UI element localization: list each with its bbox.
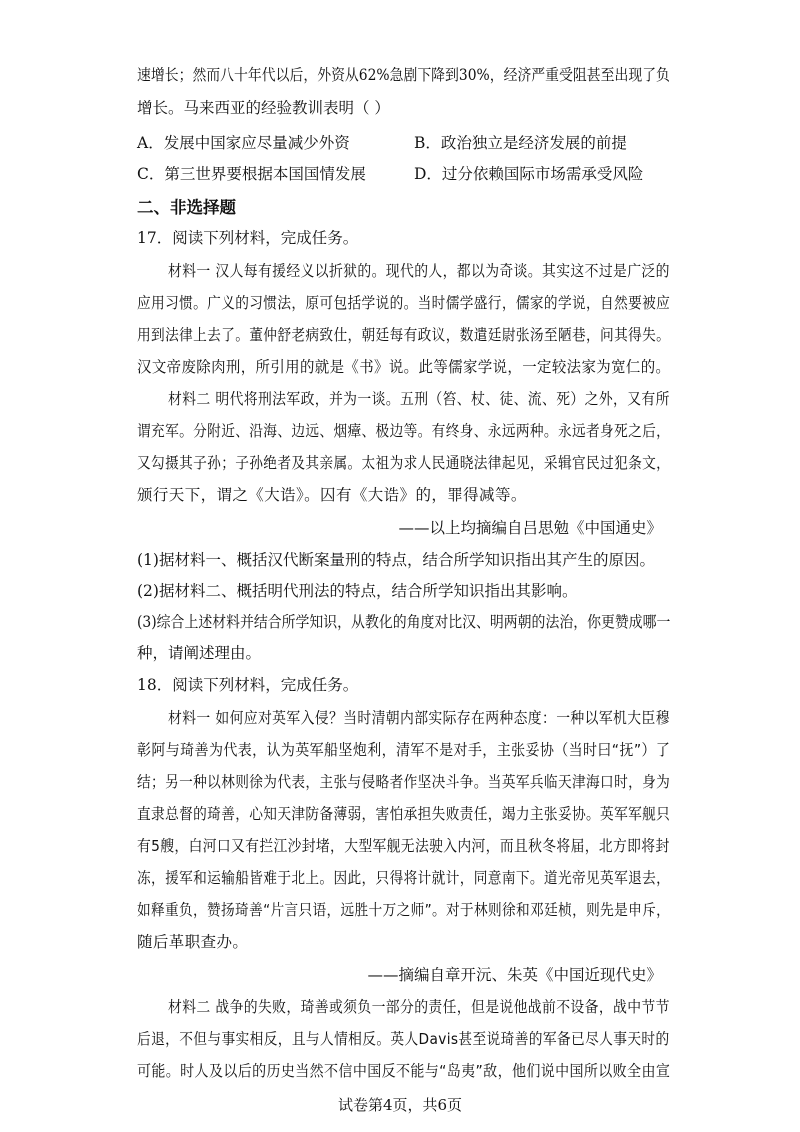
q16-option-d: D．过分依赖国际市场需承受风险 [414,165,644,183]
q18-prompt: 18．阅读下列材料，完成任务。 [137,676,359,694]
q17-material1-line-3: 用到法律上去了。董仲舒老病致仕，朝廷每有政议，数遣廷尉张汤至陋巷，问其得失。 [137,326,671,344]
section-2-title: 二、非选择题 [137,198,236,217]
q17-material2-line-1: 材料二 明代将刑法军政，并为一谈。五刑（笞、杖、徒、流、死）之外，又有所 [168,390,670,408]
q18-material2-line-2: 后退，不但与事实相反，且与人情相反。英人Davis甚至说琦善的军备已尽人事天时的 [137,1030,670,1048]
q18-material1-line-2: 彰阿与琦善为代表，认为英军船坚炮利，清军不是对手，主张妥协（当时曰“抚”）了 [137,741,671,759]
q17-prompt: 17．阅读下列材料，完成任务。 [137,229,359,247]
q16-text-line-2: 增长。马来西亚的经验教训表明（ ） [137,99,390,117]
q16-text-line-1: 速增长；然而八十年代以后，外资从62%急剧下降到30%，经济严重受阻甚至出现了负 [137,66,670,84]
q16-option-b: B．政治独立是经济发展的前提 [414,134,627,152]
q17-material2-line-4: 颁行天下，谓之《大诰》。囚有《大诰》的，罪得减等。 [137,486,527,504]
q17-material2-line-3: 又勾摄其子孙；子孙绝者及其亲属。太祖为求人民通晓法律起见，采辑官民过犯条文， [137,454,671,472]
q18-material1-line-8: 随后革职查办。 [137,933,249,951]
q18-material2-line-1: 材料二 战争的失败，琦善或须负一部分的责任，但是说他战前不设备，战中节节 [168,998,670,1016]
q18-material1-line-5: 有5艘，白河口又有拦江沙封堵，大型军舰无法驶入内河，而且秋冬将届，北方即将封 [137,837,670,855]
q18-material1-line-6: 冻，援军和运输船皆难于北上。因此，只得将计就计，同意南下。道光帝见英军退去， [137,869,671,887]
q17-task-3: (3)综合上述材料并结合所学知识，从教化的角度对比汉、明两朝的法治，你更赞成哪一 [137,613,671,631]
q17-source: ——以上均摘编自吕思勉《中国通史》 [398,519,662,537]
q16-option-c: C．第三世界要根据本国国情发展 [137,165,366,183]
q18-material2-line-3: 可能。时人及以后的历史当然不信中国反不能与“岛夷”敌，他们说中国所以败全由宣 [137,1062,671,1080]
q17-material1-line-2: 应用习惯。广义的习惯法，原可包括学说的。当时儒学盛行，儒家的学说，自然要被应 [137,294,671,312]
q18-material1-line-3: 结；另一种以林则徐为代表，主张与侵略者作坚决斗争。当英军兵临天津海口时，身为 [137,773,671,791]
q17-task-3-cont: 种，请阐述理由。 [137,644,262,662]
q17-material1-line-4: 汉文帝废除肉刑，所引用的就是《书》说。此等儒家学说，一定较法家为宽仁的。 [137,358,671,376]
q17-task-2: (2)据材料二、概括明代刑法的特点，结合所学知识指出其影响。 [137,582,578,600]
q17-material2-line-2: 谓充军。分附近、沿海、边远、烟瘴、极边等。有终身、永远两种。永远者身死之后， [137,422,671,440]
q18-material1-line-4: 直隶总督的琦善，心知天津防备薄弱，害怕承担失败责任，竭力主张妥协。英军军舰只 [137,805,671,823]
q18-material1-line-7: 如释重负，赞扬琦善“片言只语，远胜十万之师”。对于林则徐和邓廷桢，则先是申斥， [137,901,671,919]
q17-task-1: (1)据材料一、概括汉代断案量刑的特点，结合所学知识指出其产生的原因。 [137,551,655,569]
q17-material1-line-1: 材料一 汉人每有援经义以折狱的。现代的人，都以为奇谈。其实这不过是广泛的 [168,262,670,280]
q18-material1-line-1: 材料一 如何应对英军入侵？当时清朝内部实际存在两种态度：一种以军机大臣穆 [168,709,670,727]
q16-option-a: A．发展中国家应尽量减少外资 [137,134,350,152]
page-footer: 试卷第4页，共6页 [337,1096,463,1114]
q18-source: ——摘编自章开沅、朱英《中国近现代史》 [367,966,662,984]
